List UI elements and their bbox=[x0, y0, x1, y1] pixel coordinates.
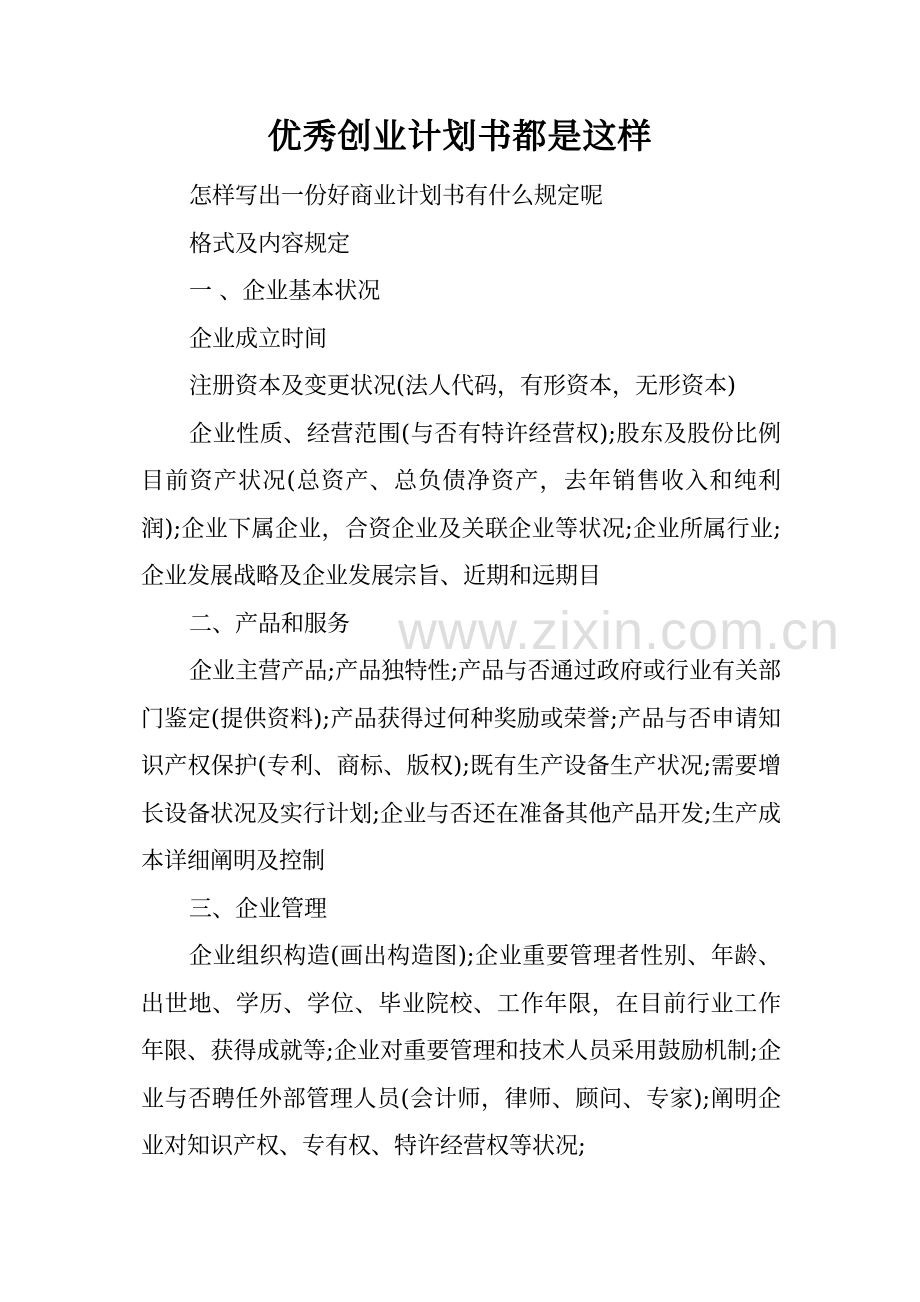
paragraph-format-heading: 格式及内容规定 bbox=[189, 230, 350, 257]
paragraph-founding-time: 企业成立时间 bbox=[189, 325, 327, 352]
section-heading-management: 三、企业管理 bbox=[189, 895, 327, 922]
document-title: 优秀创业计划书都是这样 bbox=[267, 117, 653, 157]
paragraph-products: 企业主营产品;产品独特性;产品与否通过政府或行业有关部门鉴定(提供资料);产品获得过何种奖励或荣誉;产品与否申请知识产权保护(专利、商标、版权);既有生产设备生产状况;需要增长设备状况及实行计划;企业与否还在准备其他产品开发;生产成本详细阐明及控制 bbox=[141, 658, 781, 874]
document-body bbox=[141, 173, 781, 1171]
paragraph-registered-capital: 注册资本及变更状况(法人代码，有形资本，无形资本) bbox=[189, 373, 736, 399]
paragraph-company-nature: 企业性质、经营范围(与否有特许经营权);股东及股份比例目前资产状况(总资产、总负债净资产，去年销售收入和纯利润);企业下属企业，合资企业及关联企业等状况;企业所属行业;企业发展战略及企业发展宗旨、近期和远期目 bbox=[141, 420, 781, 589]
watermark: www.zixin.com.cn bbox=[398, 601, 841, 661]
paragraph-question: 怎样写出一份好商业计划书有什么规定呢 bbox=[189, 183, 603, 209]
section-heading-products: 二、产品和服务 bbox=[189, 610, 350, 637]
section-heading-basic-info: 一 、企业基本状况 bbox=[189, 278, 381, 304]
paragraph-management: 企业组织构造(画出构造图);企业重要管理者性别、年龄、出世地、学历、学位、毕业院校、工作年限，在目前行业工作年限、获得成就等;企业对重要管理和技术人员采用鼓励机制;企业与否聘任外部管理人员(会计师，律师、顾问、专家);阐明企业对知识产权、专有权、特许经营权等状况; bbox=[141, 943, 781, 1159]
